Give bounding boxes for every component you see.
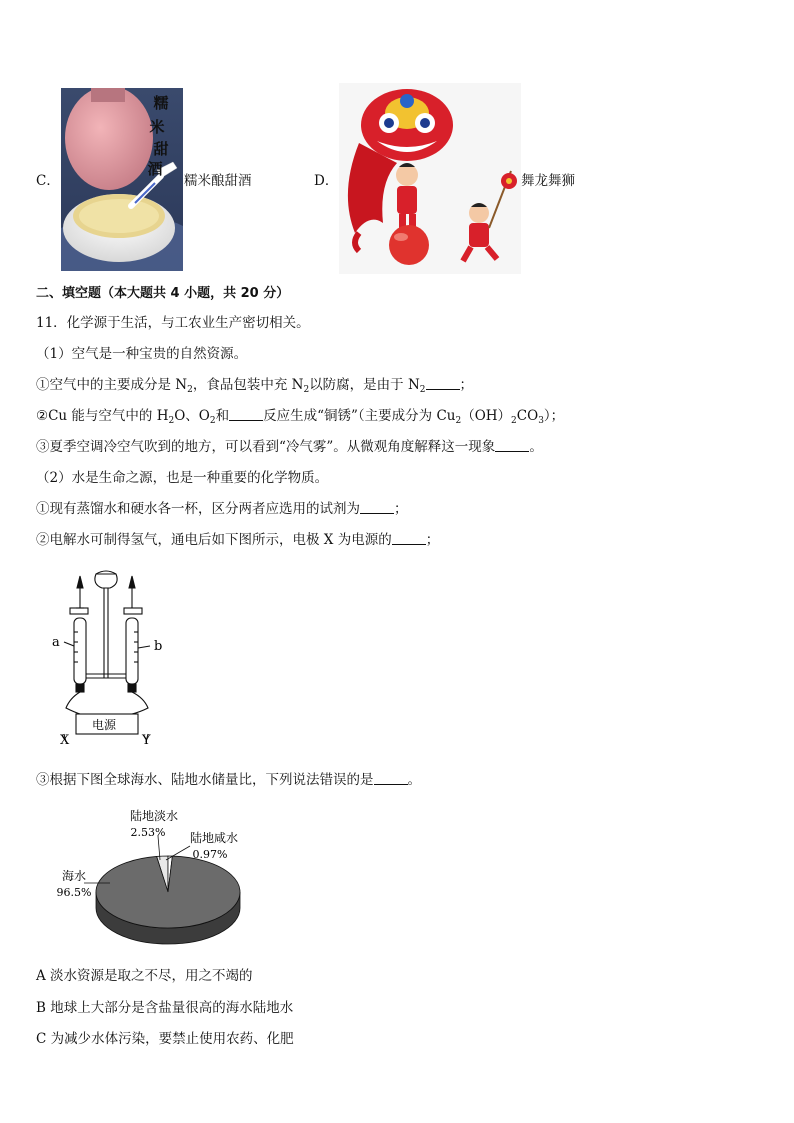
q11-part2: （2）水是生命之源，也是一种重要的化学物质。 <box>36 470 329 486</box>
q11-item3-end: 。 <box>529 439 543 455</box>
q11-item5-end: ； <box>425 532 440 548</box>
electrolysis-apparatus-diagram <box>40 566 170 750</box>
answer-blank[interactable] <box>360 501 394 514</box>
pie-label-land-freshwater: 陆地淡水 <box>129 809 179 823</box>
q11-item6-end: 。 <box>407 772 421 788</box>
label-b: b <box>154 639 163 654</box>
q11-item4-end: ； <box>394 501 408 517</box>
subscript: 3 <box>538 416 544 426</box>
answer-blank[interactable] <box>374 772 408 785</box>
q11-item6 <box>36 771 421 789</box>
rice-wine-illustration <box>61 88 183 271</box>
subscript: 2 <box>168 416 175 426</box>
subscript: 2 <box>187 385 193 395</box>
subscript: 2 <box>455 416 462 426</box>
label-y: Y <box>142 733 151 748</box>
rice-wine-image-char-3: 甜 <box>153 140 169 158</box>
answer-blank[interactable] <box>495 439 529 452</box>
q11-item4-text: ①现有蒸馏水和硬水各一杯，区分两者应选用的试剂为 <box>36 501 360 517</box>
option-c-letter: C． <box>36 173 60 189</box>
choice-a[interactable]: A 淡水资源是取之不尽，用之不竭的 <box>36 968 253 984</box>
rice-wine-image-char-4: 酒 <box>147 160 163 178</box>
label-a: a <box>52 635 60 650</box>
label-x: X <box>60 733 70 748</box>
q11-item2-text-d: 反应生成“铜锈”（主要成分为 Cu <box>263 408 456 424</box>
q11-item6-text: ③根据下图全球海水、陆地水储量比，下列说法错误的是 <box>36 772 374 788</box>
answer-blank[interactable] <box>229 408 263 421</box>
q11-item2-text-c: 和 <box>215 408 230 424</box>
q11-item1-text-c: 以防腐，是由于 N <box>309 377 420 393</box>
subscript: 2 <box>511 416 517 426</box>
q11-item5 <box>36 531 439 549</box>
q11-stem: 11．化学源于生活，与工农业生产密切相关。 <box>36 315 310 331</box>
rice-wine-image-char-2: 米 <box>149 118 165 136</box>
q11-item1 <box>36 376 473 399</box>
pie-value-land-saltwater: 0.97% <box>192 848 228 861</box>
water-distribution-pie-chart <box>50 808 260 958</box>
q11-item1-end: ； <box>459 377 474 393</box>
pie-label-seawater: 海水 <box>61 869 87 883</box>
q11-item2 <box>36 407 564 430</box>
pie-value-seawater: 96.5% <box>56 886 92 899</box>
answer-blank[interactable] <box>392 532 426 545</box>
section-heading: 二、填空题（本大题共 4 小题，共 20 分） <box>36 286 290 301</box>
q11-item3-text: ③夏季空调冷空气吹到的地方，可以看到“冷气雾”。从微观角度解释这一现象 <box>36 439 496 455</box>
q11-item1-text-a: ①空气中的主要成分是 N <box>36 377 188 393</box>
lion-dance-picture <box>339 83 521 274</box>
choice-b[interactable]: B 地球上大部分是含盐量很高的海水陆地水 <box>36 1000 294 1016</box>
rice-wine-image-char-1: 糯 <box>153 94 169 112</box>
q11-item4 <box>36 500 408 518</box>
pie-value-land-freshwater: 2.53% <box>130 826 166 839</box>
q11-item2-text-f: CO <box>516 408 539 424</box>
lion-dance-illustration <box>339 83 521 274</box>
pie-label-land-saltwater: 陆地咸水 <box>189 831 239 845</box>
choice-c[interactable]: C 为减少水体污染，要禁止使用农药、化肥 <box>36 1031 294 1047</box>
q11-item2-text-a: ②Cu 能与空气中的 H <box>36 408 169 424</box>
answer-blank[interactable] <box>426 377 460 390</box>
q11-item2-text-b: O、O <box>174 408 210 424</box>
q11-item1-text-b: ，食品包装中充 N <box>192 377 304 393</box>
q11-item2-text-g: ）； <box>543 408 565 424</box>
q11-item3 <box>36 438 543 456</box>
q11-part1: （1）空气是一种宝贵的自然资源。 <box>36 346 248 362</box>
q11-item2-text-e: （OH） <box>461 408 512 424</box>
pie-layer <box>96 856 240 944</box>
option-c-label: 糯米酿甜酒 <box>184 173 252 189</box>
subscript: 2 <box>303 385 310 395</box>
power-supply-label: 电源 <box>92 718 117 732</box>
subscript: 2 <box>209 416 216 426</box>
option-d-letter: D． <box>314 173 339 189</box>
rice-wine-photo <box>61 88 183 271</box>
q11-item5-text: ②电解水可制得氢气，通电后如下图所示，电极 X 为电源的 <box>36 532 392 548</box>
subscript: 2 <box>419 385 426 395</box>
option-d-label: 舞龙舞狮 <box>521 173 575 189</box>
